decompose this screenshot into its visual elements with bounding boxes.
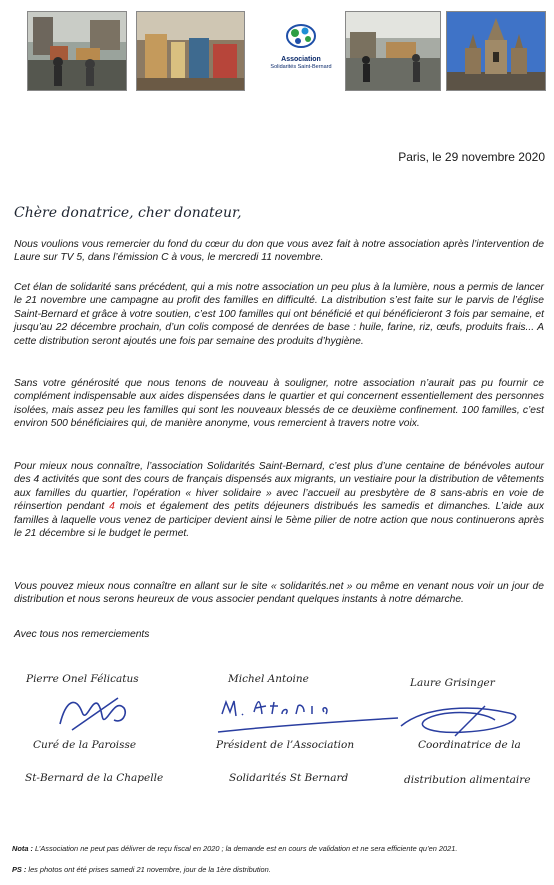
nota-text: L’Association ne peut pas délivrer de reçu fiscal en 2020 ; la demande est en cours de validation et ne sera efficiente qu’en 2021. <box>32 844 458 853</box>
signer-1-title: Curé de la Paroisse <box>33 739 137 751</box>
ps-note <box>12 865 271 874</box>
nota-note <box>12 844 457 853</box>
paragraph-generosity: Sans votre générosité que nous tenons de nouveau à souligner, notre association n’aurait pas pu fournir ce complément indispensable aux aides dispensées dans le quartier et qui concernent essentiellement des personnes isolées, mais assez peu les familles qui sont les nouveaux blessés de ce deuxième confinement. 100 familles, c’est environ 500 bénéficiaires qui, de manière anonyme, vous remercient à travers notre voix. <box>14 378 544 430</box>
signer-2-name: Michel Antoine <box>228 673 309 685</box>
photo-food-boxes <box>136 11 245 91</box>
paragraph-website: Vous pouvez mieux nous connaître en allant sur le site « solidarités.net » ou même en venant nous voir un jour de distribution et nous serons heureux de vous associer pendant quelques instants à notre démarche. <box>14 581 544 606</box>
signer-2-title: Président de l’Association <box>216 739 355 751</box>
photo-distribution-1 <box>27 11 127 91</box>
signer-2-title-line2: Solidarités St Bernard <box>229 772 349 784</box>
signer-1-name: Pierre Onel Félicatus <box>26 673 139 685</box>
signer-3-title-line2: distribution alimentaire <box>404 774 531 786</box>
signer-3-title: Coordinatrice de la <box>418 739 521 751</box>
logo-icon <box>279 20 323 56</box>
photo-church <box>446 11 546 91</box>
logo-title: Association <box>281 56 321 63</box>
paragraph-about-part1: Pour mieux nous connaître, l’association Solidarités Saint-Bernard, c’est plus d’une centaine de bénévoles autour des 4 activités que sont des cours de français dispensés aux migrants, un vestiaire pour la distribution de vêtements aux familles du quartier, l’opération « hiver solidaire » avec l’accueil au presbytère de 8 sans-abris en voie de réinsertion pendant <box>14 461 544 513</box>
signature-3-scribble <box>395 700 525 740</box>
signature-1-scribble <box>52 690 138 735</box>
highlight-number: 4 <box>109 501 115 513</box>
nota-label: Nota : <box>12 844 33 853</box>
paragraph-about-association <box>14 460 544 540</box>
paragraph-thanks: Nous voulions vous remercier du fond du cœur du don que vous avez fait à notre association après l’intervention de Laure sur TV 5, dans l’émission C à vous, le mercredi 11 novembre. <box>14 239 544 264</box>
ps-label: PS : <box>12 865 27 874</box>
logo-subtitle: Solidarités Saint-Bernard <box>270 64 332 70</box>
photo-distribution-2 <box>345 11 441 91</box>
letter-date: Paris, le 29 novembre 2020 <box>398 150 545 164</box>
signer-1-title-line2: St-Bernard de la Chapelle <box>25 772 164 784</box>
signature-2-scribble <box>212 692 404 744</box>
ps-text: les photos ont été prises samedi 21 novembre, jour de la 1ère distribution. <box>26 865 271 874</box>
signer-3-name: Laure Grisinger <box>410 677 495 689</box>
association-logo <box>262 20 340 71</box>
salutation: Chère donatrice, cher donateur, <box>14 205 242 221</box>
closing-line: Avec tous nos remerciements <box>14 629 150 640</box>
paragraph-about-part2: mois et également des petits déjeuners distribués les samedis et dimanches. L’aide aux familles à laquelle vous venez de participer devient ainsi le 5ème pilier de notre action que nous continuerons après le 21 décembre si le budget le permet. <box>14 501 544 540</box>
paragraph-campaign: Cet élan de solidarité sans précédent, qui a mis notre association un peu plus à la lumière, nous a permis de lancer le 21 novembre une campagne au profit des familles en difficulté. La distribution s’est faite sur le parvis de l’église Saint-Bernard et grâce à votre soutien, c’est 100 familles qui ont bénéficié et qui bénéficieront 3 fois par semaine, et jusqu’au 22 décembre prochain, d’un colis composé de denrées de base : huile, farine, riz, œufs, produits frais... A cette distribution seront ajoutés une fois par semaine des produits d’hygiène. <box>14 282 544 347</box>
